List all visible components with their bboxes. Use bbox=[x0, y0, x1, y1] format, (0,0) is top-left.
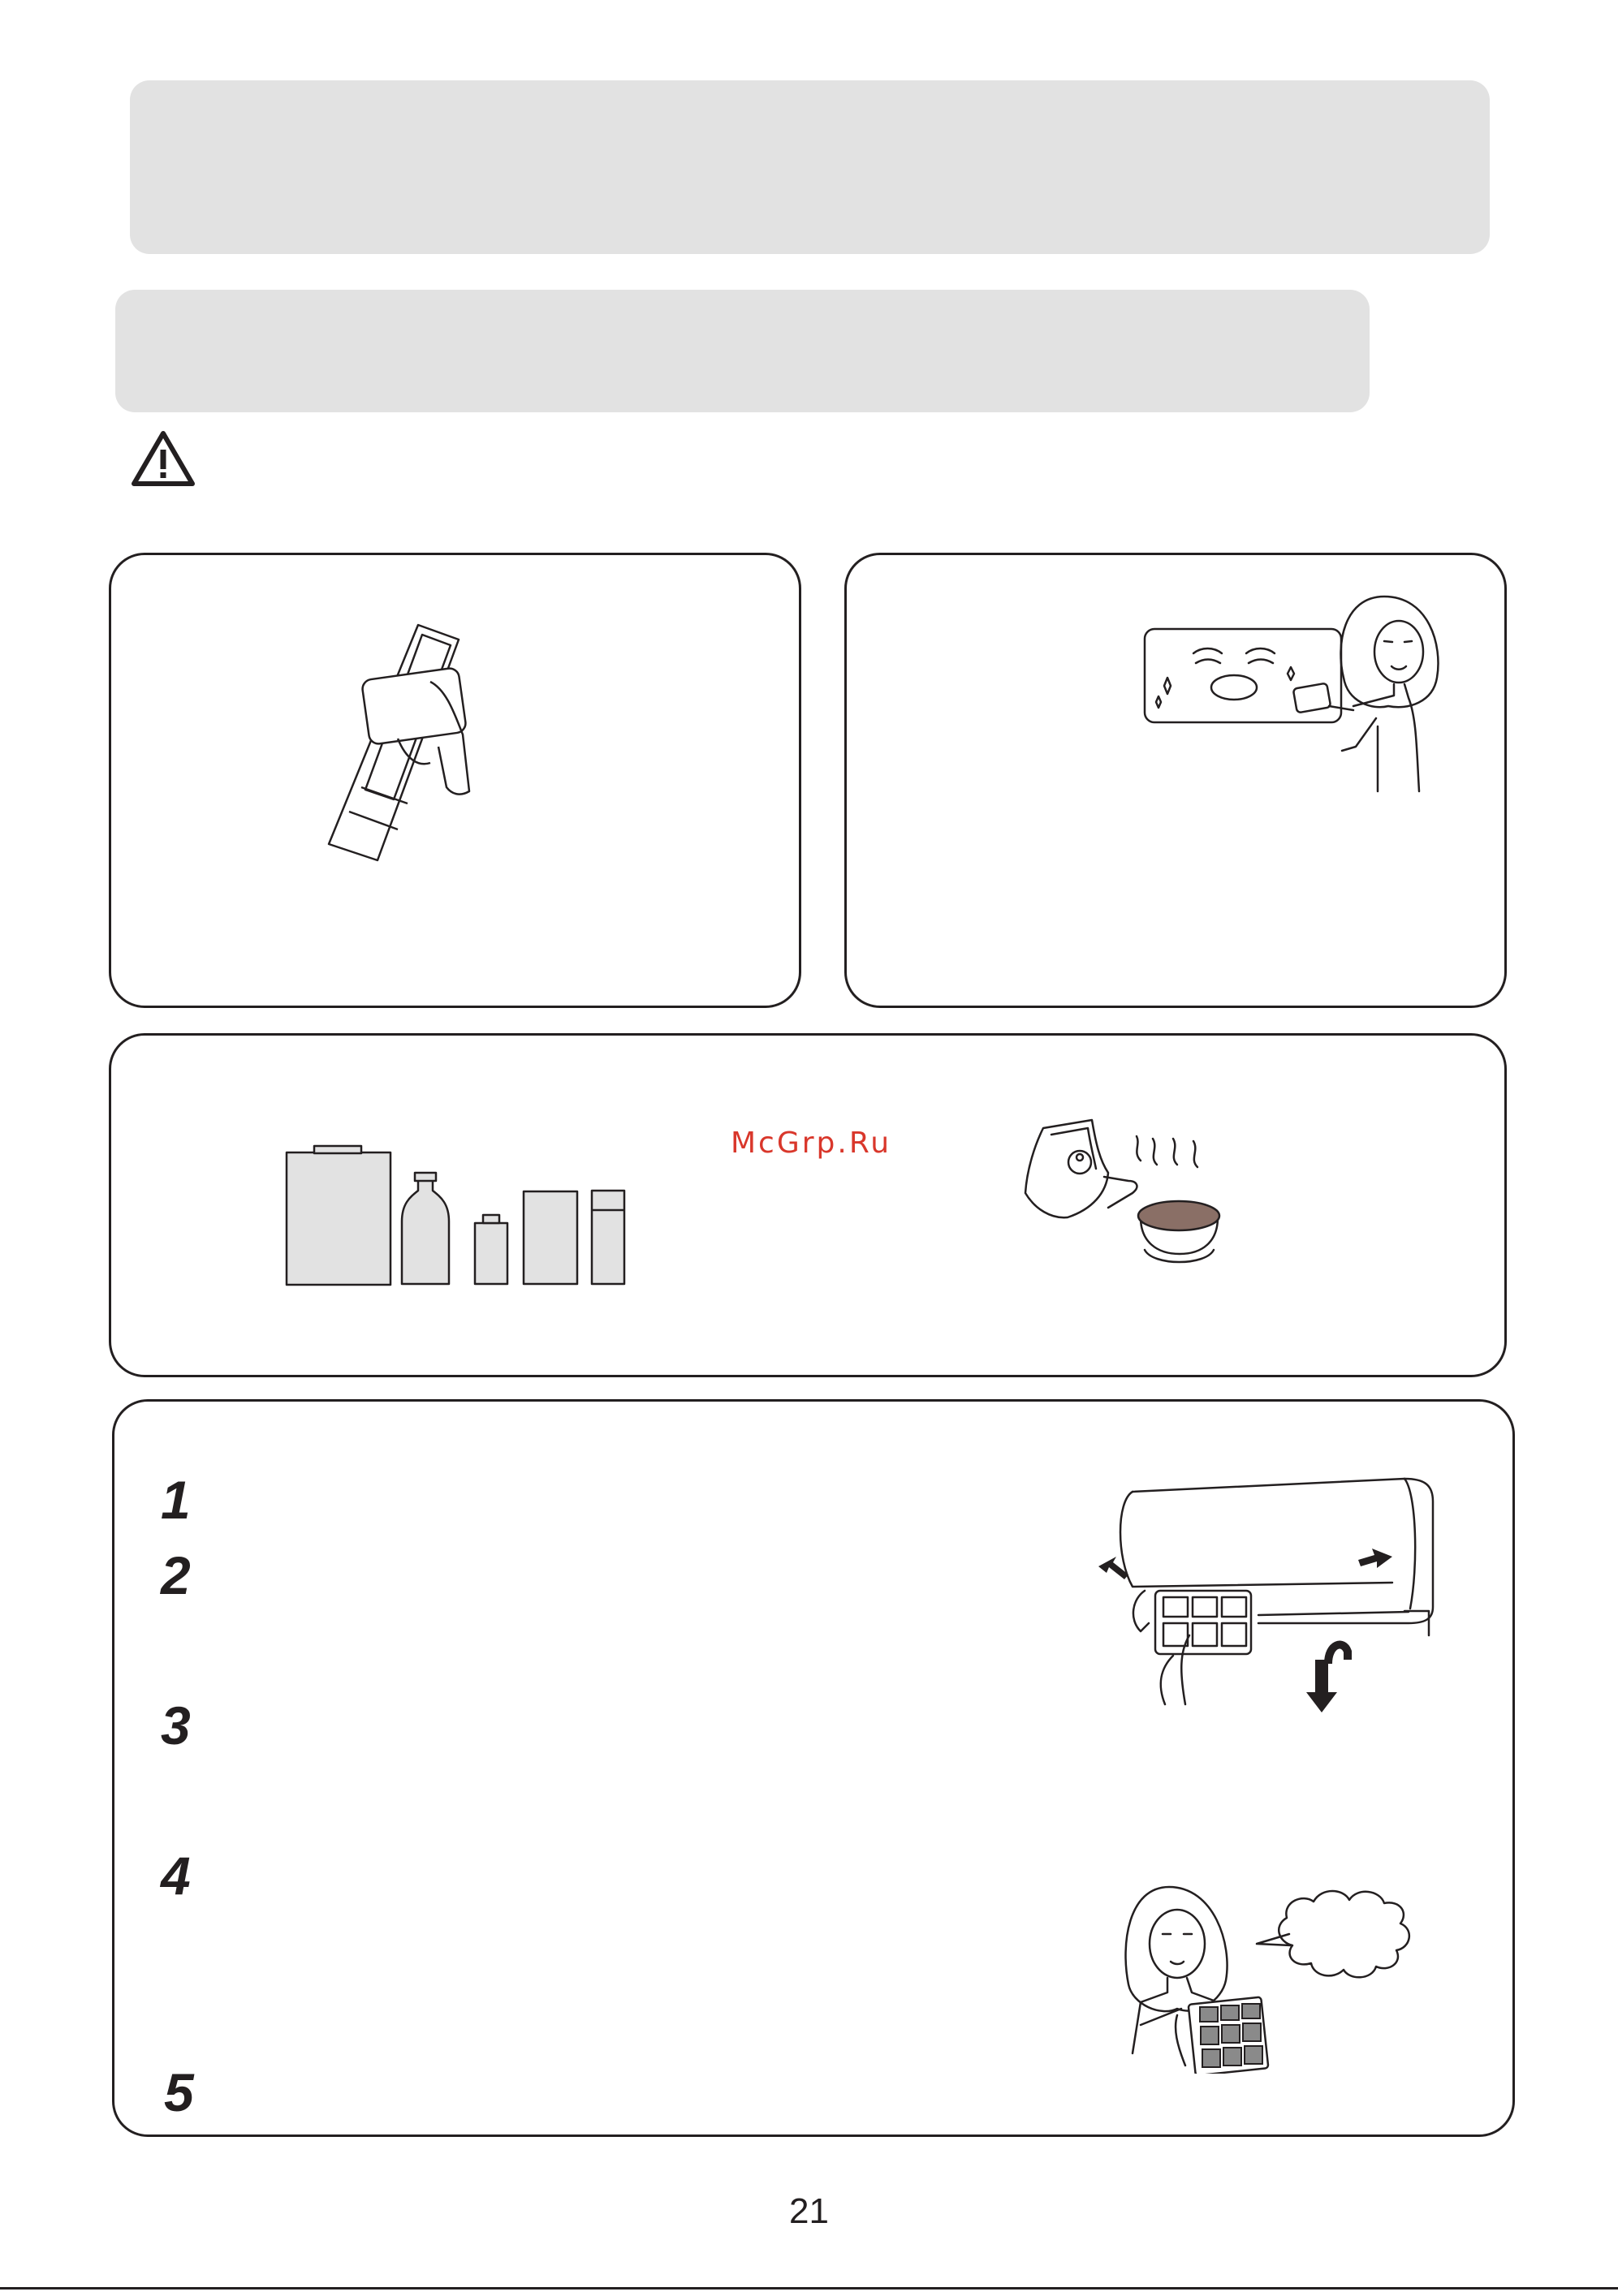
step-number-2: 2 bbox=[161, 1545, 191, 1605]
step-number-1: 1 bbox=[161, 1470, 191, 1530]
remote-control-wipe-illustration bbox=[317, 617, 520, 868]
title-banner bbox=[130, 80, 1490, 254]
page-number: 21 bbox=[789, 2191, 829, 2231]
step-number-5: 5 bbox=[164, 2062, 194, 2122]
bottom-divider bbox=[0, 2287, 1618, 2290]
filter-cleaning-illustration bbox=[1096, 1879, 1469, 2074]
hot-water-kettle-illustration bbox=[1019, 1112, 1238, 1282]
subtitle-banner bbox=[115, 290, 1370, 412]
step-number-4: 4 bbox=[161, 1846, 191, 1906]
step-number-3: 3 bbox=[161, 1695, 191, 1755]
watermark: McGrp.Ru bbox=[731, 1126, 892, 1160]
filter-removal-illustration bbox=[1084, 1469, 1465, 1712]
prohibited-chemicals-illustration bbox=[280, 1140, 629, 1286]
indoor-unit-wipe-illustration bbox=[1141, 588, 1473, 799]
warning-triangle-icon bbox=[130, 429, 196, 489]
